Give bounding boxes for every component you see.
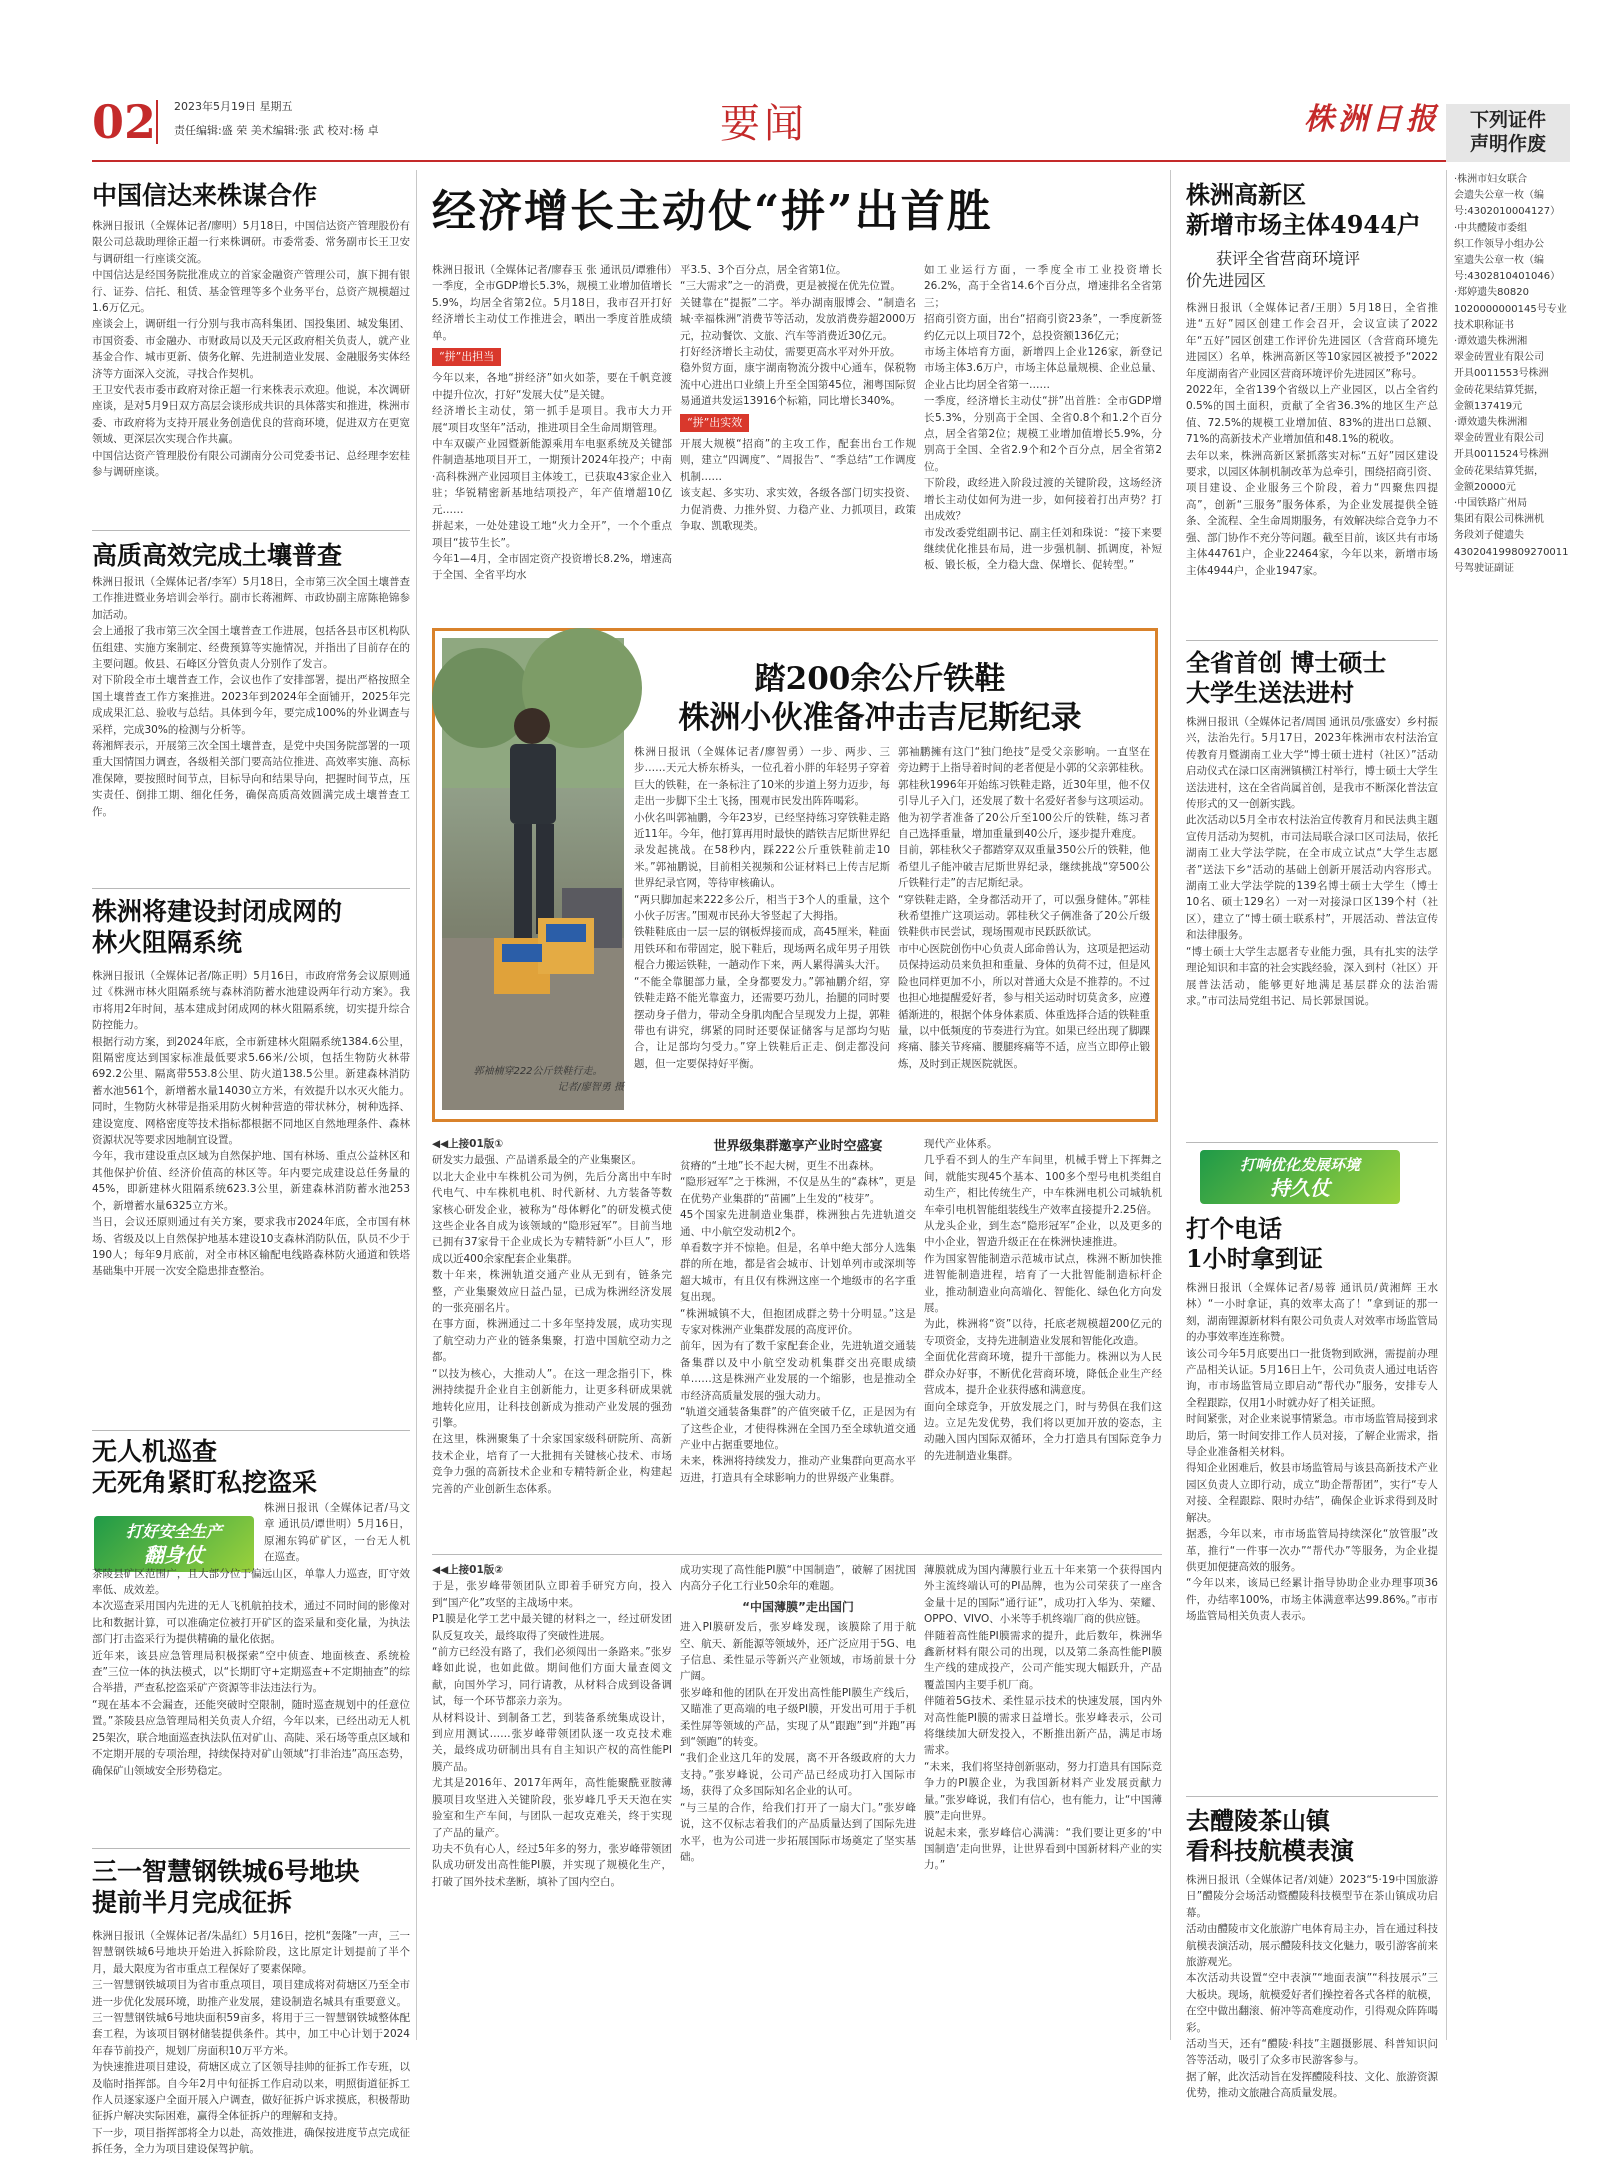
paragraph: 株洲日报讯（全媒体记者/朱晶红）5月16日，挖机“轰隆”一声，三一智慧钢铁城6号地块开始进入拆除阶段，这比原定计划提前了半个月，最大限度为省市重点工程保好了要素保障。 [92, 1930, 410, 1975]
title-line: 株洲小伙准备冲击吉尼斯纪录 [678, 699, 1082, 736]
photo-shoe-label [502, 944, 542, 962]
paragraph: 为此，株洲将“资”以待，托底老规模超200亿元的专项资金，支持先进制造业发展和智能化改造。 [924, 1318, 1162, 1347]
paragraph: 说起未来，张岁峰信心满满：“我们要让更多的‘中国制造’走向世界，让世界看到中国新材料产业的实力。” [924, 1826, 1162, 1872]
paragraph: 张岁峰和他的团队在开发出高性能PI膜生产线后，又瞄准了更高端的电子级PI膜，开发出可用于手机柔性屏等领域的产品，实现了从“跟跑”到“并跑”再到“领跑”的转变。 [680, 1686, 916, 1749]
notice-line: 翠金砖置业有限公司 [1454, 433, 1544, 445]
badge-line: 打响优化发展环境 [1239, 1156, 1360, 1174]
paragraph: 中国信达资产管理股份有限公司湖南分公司党委书记、总经理李宏桂参与调研座谈。 [92, 449, 410, 479]
article-subhead: “中国薄膜”走出国门 [742, 1599, 854, 1614]
paragraph: 经济增长主动仗，第一抓手是项目。我市大力开展“项目攻坚年”活动，推进项目全生命周期管理。 [432, 405, 672, 434]
title-line: 打个电话 [1186, 1214, 1282, 1243]
feature-body-col2 [898, 744, 1150, 1114]
paragraph: 数十年来，株洲轨道交通产业从无到有，链条完整，产业集聚效应日益凸显，已成为株洲经济发展的一张亮丽名片。 [432, 1269, 672, 1315]
paragraph: 以北大企业中车株机公司为例，先后分离出中车时代电气、中车株机电机、时代新材、九方装备等数家核心研发企业，被称为“母体孵化”的研发模式使这些企业各自成为该领域的“隐形冠军”。目前当地已拥有37家骨干企业成长为专精特新“小巨人”，形成以近400余家配套企业集群。 [432, 1170, 672, 1265]
notice-line: 织工作领导小组办公 [1454, 238, 1544, 250]
paragraph: 得知企业困难后，攸县市场监管局与该县高新技术产业园区负责人立即行动，成立“助企帮帮团”，实行“专人对接、全程跟踪、限时办结”，确保企业诉求得到及时解决。 [1186, 1462, 1438, 1524]
subtitle-line: 价先进园区 [1186, 271, 1267, 290]
paragraph: 招商引资方面，出台“招商引资23条”，一季度新签约亿元以上项目72个，总投资额136亿元； [924, 313, 1162, 342]
photo-person-torso [510, 744, 556, 824]
subhead-tag: “拼”出实效 [680, 414, 749, 432]
notice-line: 开具0011553号株洲 [1454, 368, 1549, 380]
paragraph: “以技为核心，大推动人”。在这一理念指引下，株洲持续提升企业自主创新能力，让更多科研成果就地转化应用，让科技创新成为推动产业发展的强劲引擎。 [432, 1367, 672, 1429]
paragraph: 郭袖鹏擁有这门“独门绝技”是受父亲影响。一直坚在旁边鳄于上指导着时间的老者便是小郭的父亲郭桂秋。 [898, 746, 1150, 775]
badge-line: 持久仗 [1270, 1176, 1330, 1200]
environment-campaign-badge [1200, 1150, 1400, 1204]
paragraph: “三大需求”之一的消费，更是被搅在优先位置。 [680, 280, 901, 293]
caption-line: 记者/廖智勇 摄 [557, 1082, 624, 1093]
title-line: 新增市场主体4944户 [1186, 210, 1421, 239]
paragraph: 一季度，经济增长主动仗“拼”出首胜：全市GDP增长5.3%，分别高于全国、全省0.8个和1.2个百分点，居全省第2位；规模工业增加值增长5.9%，分别高于全国、全省2.9个和2个百分点，居全省第2位。 [924, 395, 1162, 473]
paragraph: 成功实现了高性能PI膜“中国制造”，破解了困扰国内高分子化工行业50余年的难题。 [680, 1564, 916, 1593]
paragraph: 全面优化营商环境，提升干部能力。株洲以为人民群众办好事，不断优化营商环境，降低企业生产经营成本，提升企业获得感和满意度。 [924, 1351, 1162, 1397]
paragraph: “株洲城镇不大，但抱团成群之势十分明显。”这是专家对株洲产业集群发展的高度评价。 [680, 1307, 916, 1337]
paragraph: 郭桂秋1996年开始练习铁鞋走路，近30年里，他不仅引导儿子入门，还发展了数十名爱好者参与这项运动。他为初学者准备了20公斤至100公斤的铁鞋，练习者自己选择重量，增加重量到40公斤，逐步提升难度。 [898, 778, 1150, 841]
paragraph: 未来，株洲将持续发力，推动产业集群向更高水平迈进，打造具有全球影响力的世界级产业集群。 [680, 1455, 916, 1484]
paragraph: 座谈会上，调研组一行分别与我市高科集团、国投集团、城发集团、市国资委、市金融办、市财政局以及天元区政府相关负责人，就产业基金合作、城市更新、债务化解、先进制造业发展、金融服务实体经济等方面深入交流，寻找合作契机。 [92, 318, 410, 380]
feature-title [620, 660, 1140, 738]
paragraph: “两只脚加起来222多公斤，相当于3个人的重量，这个小伙子厉害。”围观市民孙大爷竖起了大拇指。 [634, 893, 890, 923]
paragraph: “与三星的合作，给我们打开了一扇大门。”张岁峰说，这不仅标志着我们的产品质量达到了国际先进水平，也为公司进一步拓展国际市场奠定了坚实基础。 [680, 1801, 916, 1863]
paragraph: 从材料设计、到制备工艺，到装备系统集成设计，到应用测试……张岁峰带领团队逐一攻克技术难关，最终成功研制出具有自主知识产权的高性能PI膜产品。 [432, 1711, 672, 1773]
title-line: 看科技航模表演 [1186, 1836, 1354, 1865]
paragraph: 45个国家先进制造业集群，株洲独占先进轨道交通、中小航空发动机2个。 [680, 1209, 916, 1238]
main-article-col3 [924, 262, 1162, 624]
paragraph: 铁鞋鞋底由一层一层的钢板焊接而成，高45厘米，鞋面用铁环和布带固定，脱下鞋后，现场两名成年男子用铁棍合力搬运铁鞋，一趟动作下来，两人累得满头大汗。 [634, 926, 890, 972]
paragraph: 在这里，株洲聚集了十余家国家级科研院所、高新技术企业，培育了一大批拥有关键核心技术、市场竞争力强的高新技术企业和专精特新企业，构建起完善的产业创新生态体系。 [432, 1433, 672, 1495]
article-subhead: 世界级集群邀享产业时空盛宴 [713, 1139, 883, 1154]
feature-caption [452, 1064, 624, 1096]
photo-person-head [514, 708, 550, 744]
notice-line: ·郑婷遗失80820 [1454, 287, 1529, 299]
paragraph: 时间紧张，对企业来说事情紧急。市市场监管局接到求助后，第一时间安排工作人员对接，了解企业需求，指导企业准备相关材料。 [1186, 1413, 1438, 1459]
paragraph: 本次活动共设置“空中表演”“地面表演”“科技展示”三大板块。现场，航模爱好者们操控着各式各样的航模，在空中做出翻滚、俯冲等高难度动作，引得观众阵阵喝彩。 [1186, 1972, 1438, 2034]
paragraph: 近年来，该县应急管理局积极探索“空中侦查、地面核查、系统检查”三位一体的执法模式，以“长期盯守+定期巡查+不定期抽查”的综合举措，严查私挖盗采矿产资源等非法违法行为。 [92, 1649, 410, 1695]
notice-line: ·谭效遗失株洲湘 [1454, 336, 1528, 348]
paragraph: 市场主体培育方面，新增四上企业126家，新登记市场主体3.6万户，市场主体总量规模、企业总量、企业占比均居全省第一…… [924, 346, 1162, 391]
article-title-steelcity [92, 1856, 359, 1919]
paragraph: 株洲日报讯（全媒体记者/廖明）5月18日，中国信达资产管理股份有限公司总裁助理徐正超一行来株调研。市委常委、常务副市长王卫安与调研组一行座谈交流。 [92, 220, 410, 265]
notice-tab-line2: 声明作废 [1469, 133, 1546, 155]
paragraph: 前年，因为有了数千家配套企业，先进轨道交通装备集群以及中小航空发动机集群交出亮眼成绩单……这是株洲产业发展的一个缩影，也是推动全市经济高质量发展的强大动力。 [680, 1340, 916, 1402]
tag-row [432, 348, 672, 366]
paragraph: 活动当天，还有“醴陵·科技”主题摄影展、科普知识问答等活动，吸引了众多市民游客参与。 [1186, 2038, 1438, 2067]
photo-person-leg [536, 824, 554, 934]
paragraph: 为快速推进项目建设，荷塘区成立了区领导挂帅的征拆工作专班，以及临时指挥部。自今年2月中旬征拆工作启动以来，明照街道征拆工作人员逐家逐户全面开展入户调查，做好征拆户诉求摸底，积极帮助征拆户解决实际困难，赢得全体征拆户的理解和支持。 [92, 2061, 410, 2123]
subtitle-line: 获评全省营商环境评 [1216, 249, 1361, 268]
paragraph: 下阶段，政经进入阶段过渡的关键阶段，这场经济增长主动仗如何为进一步，如何接着打出声势？打出成效？ [924, 477, 1162, 523]
paragraph: 目前，郭桂秋父子都踏穿双双重量350公斤的铁鞋，他希望儿子能冲破吉尼斯世界纪录，继续挑战“穿500公斤铁鞋行走”的吉尼斯纪录。 [898, 844, 1150, 890]
paragraph: 株洲日报讯（全媒体记者/易蓉 通讯员/黄湘辉 王水林）“一小时拿证，真的效率太高了！”拿到证的那一刻，湖南锂源新材料有限公司负责人对效率市场监管局的办事效率连连称赞。 [1186, 1282, 1438, 1344]
page-number: 02 [92, 95, 157, 149]
paragraph: 伴随着高性能PI膜需求的提升，此后数年，株洲华鑫新材料有限公司的出现，以及第二条高性能PI膜生产线的建成投产，公司产能实现大幅跃升，产品覆盖国内主要手机厂商。 [924, 1629, 1162, 1691]
col-divider-2 [1170, 170, 1171, 2040]
paragraph: 株洲日报讯（全媒体记者/李军）5月18日，全市第三次全国土壤普查工作推进暨业务培训会举行。副市长蒋湘辉、市政协副主席陈艳锦参加活动。 [92, 576, 410, 621]
paragraph: “前方已经没有路了，我们必须闯出一条路来。”张岁峰如此说，也如此做。期间他们方面大量查阅文献，向国外学习，同行请教，从材料合成到设备调试，每一个环节都亲力亲为。 [432, 1646, 672, 1708]
paragraph: “我们企业这几年的发展，离不开各级政府的大力支持。”张岁峰说，公司产品已经成功打入国际市场，获得了众多国际知名企业的认可。 [680, 1752, 916, 1798]
notice-line: 开具0011524号株洲 [1454, 449, 1549, 461]
paragraph: 今年以来，各地“拼经济”如火如荼，要在千帆竞渡中提升位次，打好“发展大仗”是关键。 [432, 372, 672, 401]
notice-line: 号:4302810401046） [1454, 271, 1561, 283]
notice-line: 号驾驶证副证 [1454, 562, 1514, 574]
badge-line: 翻身仗 [144, 1543, 204, 1567]
paragraph: 几乎看不到人的生产车间里，机械手臂上下挥舞之间，就能实现45个基本、100多个型号电机类组自动生产，相比传统生产，中车株洲电机公司城轨机车牵引电机智能组装线生产效率直接提升2.25倍。 [924, 1154, 1162, 1216]
col-divider-3 [1446, 170, 1447, 2040]
notice-line: ·谭效遗失株洲湘 [1454, 417, 1528, 429]
separator [1186, 1796, 1438, 1797]
notice-line: 翠金砖置业有限公司 [1454, 352, 1544, 364]
subhead-tag: “拼”出担当 [432, 348, 501, 366]
paragraph: 中国信达是经国务院批准成立的首家金融资产管理公司，旗下拥有银行、证券、信托、租赁、基金管理等多个业务平台，总资产规模超过1.6万亿元。 [92, 269, 410, 315]
paragraph: 去年以来，株洲高新区紧抓落实对标“五好”园区建设要求，以园区体制机制改革为总牵引，围绕招商引资、项目建设、企业服务三个阶段，着力“四聚焦四提高”，创新“三服务”服务体系，为企业发展提供全链条、全流程、全生命周期服务，有效解决综合竞争力不强、部门协作不充分等问题。截至目前，该区共有市场主体44761户，企业22464家，今年以来，新增市场主体4944户，企业1947家。 [1186, 449, 1438, 577]
article-body-law-village [1186, 714, 1438, 1138]
paragraph: 本次巡查采用国内先进的无人飞机航拍技术，通过不同时间的影像对比和数据计算，可以准确定位被打开矿区的盗采量和变化量，为执法部门打击盗采行为提供精确的量化依据。 [92, 1600, 410, 1646]
article-body-drone [92, 1500, 410, 1846]
paragraph: 下一步，项目指挥部将全力以赴，高效推进，确保按进度节点完成征拆任务，全力为项目建设保驾护航。 [92, 2126, 410, 2156]
continued-from: ◀◀上接01版① [432, 1138, 504, 1150]
continued-article-2-col3 [924, 1562, 1162, 2040]
notice-line: 技术职称证书 [1454, 319, 1514, 331]
paragraph: “隐形冠军”之于株洲，不仅是丛生的“森林”，更是在优势产业集群的“苗圃”上生发的“枝芽”。 [680, 1176, 916, 1205]
notice-line: ·中共醴陵市委组 [1454, 222, 1528, 234]
caption-line: 郭袖楠穿222公斤铁鞋行走。 [473, 1066, 603, 1077]
notice-line: 430204199809270011 [1454, 546, 1569, 558]
separator [92, 1430, 410, 1431]
paragraph: 面向全球竞争，开放发展之门，时与势俱在我们这边。立足先发优势，我们将以更加开放的姿态，主动融入国内国际双循环，全力打造具有国际竞争力的先进制造业集群。 [924, 1400, 1162, 1462]
main-article-col1 [432, 262, 672, 624]
notice-line: 室遗失公章一枚（编 [1454, 255, 1544, 267]
paragraph: 当日，会议还原则通过有关方案，要求我市2024年底，全市国有林场、省级及以上自然保护地基本建设10支森林消防队伍，队员不少于190人；每年9月底前，对全市林区输配电线路森林防火通道和铁塔基础集中开展一次安全隐患排查整治。 [92, 1216, 410, 1278]
paragraph: 蒋湘辉表示，开展第三次全国土壤普查，是党中央国务院部署的一项重大国情国力调查，各级相关部门要高站位推进、高效率实施、高标准保障，要按照时间节点，目标导向和结果导向，把握时间节点，压实责任、倒排工期、细化任务，确保高质高效圆满完成土壤普查工作。 [92, 740, 410, 818]
paragraph: 研发实力最强、产品谱系最全的产业集聚区。 [432, 1154, 642, 1167]
paragraph: 三一智慧钢铁城6号地块面积59亩多，将用于三一智慧钢铁城整体配套工程，为该项目钢材储装提供条件。其中，加工中心计划于2024年春节前投产，规划厂房面积10万平方米。 [92, 2012, 410, 2057]
title-line: 去醴陵茶山镇 [1186, 1806, 1330, 1835]
paragraph: 进入PI膜研发后，张岁峰发现，该膜除了用于航空、航天、新能源等领域外，还广泛应用于5G、电子信息、柔性显示等新兴产业领域，市场前景十分广阔。 [680, 1621, 916, 1683]
paragraph: 株洲日报讯（全媒体记者/马文章 通讯员/谭世明）5月16日，原湘东钨矿矿区，一台无人机在巡查。 [264, 1502, 410, 1564]
paragraph: 伴随着5G技术、柔性显示技术的快速发展，国内外对高性能PI膜的需求日益增长。张岁峰表示，公司将继续加大研发投入，不断推出新产品，满足市场需求。 [924, 1695, 1162, 1757]
paragraph: 株洲日报讯（全媒体记者/刘婕）2023“5·19中国旅游日”醴陵分会场活动暨醴陵科技模型节在茶山镇成功启幕。 [1186, 1874, 1438, 1919]
notice-line: ·株洲市妇女联合 [1454, 174, 1528, 185]
paragraph: 2022年，全省139个省级以上产业园区，以占全省约0.5%的国土面积，贡献了全省36.3%的地区生产总值、72.5%的规模工业增加值、83%的进出口总额、71%的高新技术产业增加值和48.1%的税收。 [1186, 384, 1438, 446]
notice-tab-line1: 下列证件 [1469, 109, 1546, 131]
col-divider-1 [416, 170, 417, 2040]
article-text [680, 1158, 916, 1548]
separator [92, 888, 410, 889]
paragraph: 拼起来，一处处建设工地“火力全开”，一个个重点项目“拔节生长”。 [432, 520, 672, 549]
title-line: 全省首创 博士硕士 [1186, 648, 1387, 677]
photo-shoe-label [546, 924, 586, 942]
continued-article-1-col3 [924, 1136, 1162, 1550]
notice-line: 金额20000元 [1454, 481, 1516, 493]
paragraph: 如工业运行方面，一季度全市工业投资增长26.2%，高于全省14.6个百分点，增速排名全省第三； [924, 264, 1162, 309]
title-line: 无死角紧盯私挖盗采 [92, 1468, 318, 1498]
paragraph: 该支起、多实功、求实效，各级各部门切实投资、力促消费、力推外贸、力稳产业、力抓项目，政策争取、凯歌现类。 [680, 487, 916, 533]
article-title-xinda: 中国信达来株谋合作 [92, 181, 318, 210]
article-title-soil: 高质高效完成土壤普查 [92, 541, 343, 570]
paragraph: “穿铁鞋走路，全身都活动开了，可以强身健体。”郭桂秋希望推广这项运动。郭桂秋父子俩准备了20公斤级铁鞋供市民尝试，现场围观市民跃跃欲试。 [898, 893, 1150, 939]
article-title-law-village [1186, 648, 1386, 708]
paragraph: 薄膜就成为国内薄膜行业五十年来第一个获得国内外主流终端认可的PI品牌，也为公司荣获了一座含金量十足的国际“通行证”，成功打入华为、荣耀、OPPO、VIVO、小米等手机终端厂商的供应链。 [924, 1564, 1162, 1626]
paragraph: 株洲日报讯（全媒体记者/陈正明）5月16日，市政府常务会议原则通过《株洲市林火阻隔系统与森林消防蓄水池建设两年行动方案》。我市将用2年时间，基本建成封闭成网的林火阻隔系统，切实提升综合防控能力。 [92, 970, 410, 1032]
paragraph: 平3.5、3个百分点，居全省第1位。 [680, 264, 847, 276]
continued-from: ◀◀上接01版② [432, 1564, 504, 1576]
paragraph: 于是，张岁峰带领团队立即着手研究方向，投入到“国产化”攻坚的主战场中来。 [432, 1580, 672, 1609]
separator [92, 530, 410, 531]
paragraph: 株洲日报讯（全媒体记者/廖智勇）一步、两步、三步……天元大桥东桥头，一位孔着小胖的年轻男子穿着巨大的铁鞋，在一条标注了10米的步道上努力迈步，每走出一步脚下尘土飞扬，围观市民发出阵阵喝彩。 [634, 746, 890, 808]
header-rule [92, 160, 1478, 162]
paragraph: 贫瘠的“土地”长不起大树，更生不出森林。 [680, 1160, 880, 1172]
article-body-license [1186, 1280, 1438, 1790]
paragraph: 根据行动方案，到2024年底，全市新建林火阻隔系统1384.6公里，阻隔密度达到国家标准最低要求5.66米/公顷，包括生物防火林带692.2公里、隔离带553.8公里、防火道138.5公里。新建森林消防蓄水池561个，新增蓄水量14030立方米，有效提升以水灭火能力。同时，生物防火林带是指采用防火树种营造的带状林分，树种选择、建设宽度、网格密度等技术指标都根据不同地区自然地理条件、森林资源状况等要求因地制宜设置。 [92, 1035, 410, 1147]
paragraph: 活动由醴陵市文化旅游广电体育局主办，旨在通过科技航模表演活动，展示醴陵科技文化魅力，吸引游客前来旅游观光。 [1186, 1923, 1438, 1969]
paragraph: 开展大规模“招商”的主攻工作，配套出台工作规则，建立“四调度”、“周报告”、“季总结”工作调度机制…… [680, 438, 916, 483]
paragraph: 对下阶段全市土壤普查工作，会议也作了安排部署，提出严格按照全国土壤普查工作方案推进。2023年到2024年全面铺开，2025年完成成果汇总、验收与总结。具体到今年，要完成100%的外业调查与采样，完成30%的检测与分析等。 [92, 674, 410, 736]
photo-scene-svg [442, 638, 624, 1110]
title-line: 无人机巡查 [92, 1437, 218, 1466]
title-line: 1小时拿到证 [1186, 1244, 1323, 1273]
title-line: 三一智慧钢铁城6号地块 [92, 1857, 360, 1886]
paragraph: 据了解，此次活动旨在发挥醴陵科技、文化、旅游资源优势，推动文旅融合高质量发展。 [1186, 2070, 1438, 2100]
notice-line: 会遗失公章一枚（编 [1454, 190, 1544, 202]
paragraph: “未来，我们将坚持创新驱动，努力打造具有国际竞争力的PI膜企业，为我国新材料产业发展贡献力量。”张岁峰说，我们有信心，也有能力，让“中国薄膜”走向世界。 [924, 1760, 1162, 1823]
article-subtitle-hitech-zone [1186, 248, 1360, 292]
header-divider-vertical [156, 100, 158, 144]
article-title-firebreak [92, 896, 342, 959]
notice-line: 号:4302010004127） [1454, 206, 1561, 218]
masthead-logo: 株洲日报 [1304, 102, 1440, 137]
paragraph: 在事方面，株洲通过二十多年坚持发展，成功实现了航空动力产业的链条集聚，打造中国航空动力之都。 [432, 1318, 672, 1364]
article-body-aircraft-show [1186, 1872, 1438, 2100]
paragraph: 单看数字并不惊艳。但是，名单中绝大部分人选集群的所在地，都是省会城市、计划单列市或深圳等超大城市，有且仅有株洲这座一个地级市的名字重复出现。 [680, 1242, 916, 1304]
title-line: 株洲将建设封闭成网的 [92, 897, 343, 926]
paragraph: 茶陵县矿区范围广，且大部分位于偏远山区，单靠人力巡查，盯守效率低、成效差。 [92, 1567, 410, 1597]
paragraph: “现在基本不会漏查，还能突破时空限制，随时巡查规划中的任意位置。”茶陵县应急管理局相关负责人介绍，今年以来，已经出动无人机25架次，联合地面巡查执法队伍对矿山、高陡、采石场等重点区域和不定期开展的专项治理，持续保持对矿山领域“打非治违”高压态势，确保矿山领域安全形势稳定。 [92, 1698, 410, 1777]
continued-article-2-col2 [680, 1562, 916, 2040]
notice-line: 金砖花果结算凭据， [1454, 384, 1544, 396]
notice-line: ·中国铁路广州局 [1454, 498, 1528, 510]
separator [432, 1554, 1162, 1555]
article-body-firebreak [92, 968, 410, 1424]
paragraph: “不能全靠腿部力量，全身都要发力。”郭袖鹏介绍，穿铁鞋走路不能光靠蛮力，还需要巧劲儿，抬腿的同时要摆动身子借力，带动全身肌肉配合呈现发力上提，郭鞋带也有讲究，绑紧的同时还要保证储客与足部均匀贴合，让足部均匀受力。”穿上铁鞋后正走、倒走都没问题，但一定要保持好平衡。 [634, 975, 890, 1070]
issue-date: 2023年5月19日 星期五 [174, 100, 293, 113]
paragraph: 据悉，今年以来，市市场监管局持续深化“放管服”改革，推行“一件事一次办”“帮代办”等服务，为企业提供更加便捷高效的服务。 [1186, 1528, 1438, 1573]
paragraph: 株洲日报讯（全媒体记者/周国 通讯员/张盛安）乡村振兴，法治先行。5月17日，2023年株洲市农村法治宣传教育月暨湖南工业大学“博士硕士进村（社区）”活动启动仪式在渌口区南洲镇横江村举行，博士硕士大学生送法进村，这在全省尚属首创，是我市不断深化普法宣传形式的又一创新实践。 [1186, 716, 1438, 811]
continued-article-1-col1 [432, 1136, 672, 1550]
paragraph: 今年1—4月，全市固定资产投资增长8.2%，增速高于全国、全省平均水 [432, 552, 672, 582]
paragraph: 三一智慧钢铁城项目为省市重点项目，项目建成将对荷塘区乃至全市进一步优化发展环境，助推产业发展，建设制造名城具有重要意义。 [92, 1979, 410, 2008]
paragraph: 现代产业体系。 [924, 1138, 998, 1150]
separator [1186, 1142, 1438, 1143]
separator [92, 1848, 410, 1849]
notice-line: 集团有限公司株洲机 [1454, 514, 1544, 526]
article-title-drone [92, 1436, 317, 1499]
paragraph: 打好经济增长主动仗，需要更高水平对外开放。 [680, 346, 901, 359]
article-title-license [1186, 1214, 1323, 1274]
page-header [92, 92, 1478, 164]
paragraph: 市中心医院创伤中心负责人邱命兽认为，这项是把运动员保持运动员来负担和重量、身体的负荷不过，但是风险也同样更加不小，所以对普通大众是不推荐的。不过也担心地提醒爱好者，参与相关运动时切莫贪多，应遵循渐进的，根据个体身体素质、体重选择合适的铁鞋重量，以中低频度的节奏进行为宜。如果已经出现了脚踝疼痛、膝关节疼痛、腰腿疼痛等不适，应当立即停止锻炼，及时到正规医院就医。 [898, 942, 1150, 1070]
paragraph: P1膜是化学工艺中最关键的材料之一，经过研发团队反复攻关，最终取得了突破性进展。 [432, 1613, 672, 1642]
tag-row [680, 414, 916, 432]
paragraph: 稳外贸方面，康宇湖南物流分拨中心通车，保税物流中心进出口业绩上升至全国第45位，湘粤国际贸易通道共发运13916个标箱，同比增长340%。 [680, 362, 916, 408]
paragraph: 小伙名叫郭袖鹏，今年23岁，已经坚持练习穿铁鞋走路近11年。今年，他打算再用时最快的踏铁吉尼斯世界纪录发起挑战。在58秒内，踩222公斤重铁鞋前走10米。”郭袖鹏说，目前相关视频和公证材料已上传吉尼斯世界纪录官网，等待审核确认。 [634, 811, 890, 890]
article-body-xinda [92, 218, 410, 528]
separator [1186, 640, 1438, 641]
paragraph: 关键靠在“提振”二字。举办湖南服博会、“制造名城·幸福株洲”消费节等活动，发放消费券超2000万元，拉动餐饮、文旅、汽车等消费近30亿元。 [680, 296, 916, 342]
paragraph: 从龙头企业，到生态“隐形冠军”企业，以及更多的中小企业，智造升级正在在株洲快速推进。 [924, 1220, 1162, 1249]
notice-line: 金额137419元 [1454, 400, 1523, 412]
paragraph: 作为国家智能制造示范城市试点，株洲不断加快推进智能制造进程，培育了一大批智能制造标杆企业，推动制造业向高端化、智能化、绿色化方向发展。 [924, 1252, 1162, 1315]
paragraph: 株洲日报讯（全媒体记者/王朋）5月18日，全省推进“五好”园区创建工作会召开，会议宣读了2022年“五好”园区创建工作评价先进园区（含营商环境先进园区）名单，株洲高新区等10家园区被授予“2022年度湖南省产业园区营商环境评价先进园区”称号。 [1186, 302, 1438, 380]
editors-line: 责任编辑:盛 荣 美术编辑:张 武 校对:杨 卓 [174, 124, 379, 137]
notice-line: 1020000000145号专业 [1454, 303, 1567, 315]
article-body-soil [92, 574, 410, 884]
paragraph: “今年以来，该局已经累计指导协助企业办理事项36件，办结率100%，市场主体满意率达99.86%。”市市场监管局相关负责人表示。 [1186, 1577, 1438, 1623]
paragraph: 王卫安代表市委市政府对徐正超一行来株表示欢迎。他说，本次调研座谈，是对5月9日双方高层会谈形成共识的具体落实和推进，株洲市委、市政府将为支持开展业务创造优良的营商环境，促进双方在更宽领域、更深层次实现合作共赢。 [92, 384, 410, 446]
paragraph: “轨道交通装备集群”的产值突破千亿，正是因为有了这些企业，才使得株洲在全国乃至全球轨道交通产业中占据重要地位。 [680, 1406, 916, 1451]
article-title-hitech-zone [1186, 180, 1421, 240]
paragraph: “博士硕士大学生志愿者专业能力强，具有扎实的法学理论知识和丰富的社会实践经验，深入到村（社区）开展普法活动，能够更好地满足基层群众的法治需求。”市司法局党组书记、局长郭景国说。 [1186, 945, 1438, 1007]
section-label: 要闻 [720, 101, 808, 147]
title-line: 大学生送法进村 [1186, 678, 1354, 707]
continued-article-1-col2 [680, 1136, 916, 1550]
article-body-steelcity [92, 1928, 410, 2156]
paragraph: 该公司今年5月底要出口一批货物到欧洲，需提前办理产品相关认证。5月16日上午，公司负责人通过电话咨询，市市场监管局立即启动“帮代办”服务，安排专人全程跟踪，仅用1小时就办好了相关证照。 [1186, 1347, 1438, 1409]
notice-tab [1446, 104, 1570, 162]
continued-article-2-col1 [432, 1562, 672, 2040]
notice-line: 务段刘子健遗失 [1454, 530, 1524, 542]
paragraph: 会上通报了我市第三次全国土壤普查工作进展，包括各县市区机构队伍组建、实施方案制定、经费预算等实施情况，并指出了目前存在的主要问题。攸县、石峰区分管负责人分别作了发言。 [92, 625, 410, 671]
title-line: 株洲高新区 [1186, 180, 1306, 209]
paragraph: 今年，我市建设重点区域为自然保护地、国有林场、重点公益林区和其他保护价值、经济价值高的林区等。年内要完成建设总任务量的45%，即新建林火阻隔系统623.3公里，新建森林消防蓄水池253个，新增蓄水量6325立方米。 [92, 1150, 410, 1212]
paragraph: 市发改委党组副书记、副主任刘和珠说：“接下来要继续优化推县布局，进一步强机制、抓调度，补短板、锻长板，全力稳大盘、保增长、促转型。” [924, 526, 1162, 572]
paragraph: 中车双碳产业园暨新能源乘用车电驱系统及关键部件制造基地项目开工，一期预计2024年投产；中南·高科株洲产业园项目主体竣工，已获取43家企业入驻；华锐精密新基地结项投产，年产值增超10亿元…… [432, 438, 672, 516]
paragraph: 此次活动以5月全市农村法治宣传教育月和民法典主题宣传月活动为契机，市司法局联合渌口区司法局，依托湖南工业大学法学院，在全市成立试点“大学生志愿者”送法下乡“活动的基础上创新开展活动内容形式。湖南工业大学法学院的139名博士硕士大学生（博士10名、硕士129名）一对一对接渌口区139个村（社区），建立了“博士硕士联系村”，开展活动、普法宣传和法律服务。 [1186, 814, 1438, 942]
article-title-aircraft-show [1186, 1806, 1354, 1866]
feature-body-col1 [634, 744, 890, 1114]
title-line: 林火阻隔系统 [92, 928, 243, 958]
badge-line: 打好安全生产 [125, 1522, 222, 1541]
paragraph: 尤其是2016年、2017年两年，高性能聚酰亚胺薄膜项目攻坚进入关键阶段，张岁峰几乎天天泡在实验室和生产车间，与团队一起攻克难关，终于实现了产品的量产。 [432, 1777, 672, 1839]
main-headline: 经济增长主动仗“拼”出首胜 [432, 186, 993, 237]
title-line: 提前半月完成征拆 [92, 1888, 293, 1918]
paragraph: 株洲日报讯（全媒体记者/廖春玉 张 通讯员/谭雅伟）一季度，全市GDP增长5.3%，规模工业增加值增长5.9%，均居全省第2位。5月18日，我市召开打好经济增长主动仗工作推进会，晒出一季度首胜成绩单。 [432, 264, 672, 342]
article-body-hitech-zone [1186, 300, 1438, 638]
paragraph: 功夫不负有心人，经过5年多的努力，张岁峰带领团队成功研发出高性能PI膜，并实现了规模化生产，打破了国外技术垄断，填补了国内空白。 [432, 1842, 672, 1888]
feature-photo [442, 638, 624, 1110]
lost-notice-sidebar [1454, 172, 1580, 577]
main-article-col2 [680, 262, 916, 624]
title-line: 踏200余公斤铁鞋 [754, 661, 1006, 697]
notice-line: 金砖花果结算凭据， [1454, 465, 1544, 477]
